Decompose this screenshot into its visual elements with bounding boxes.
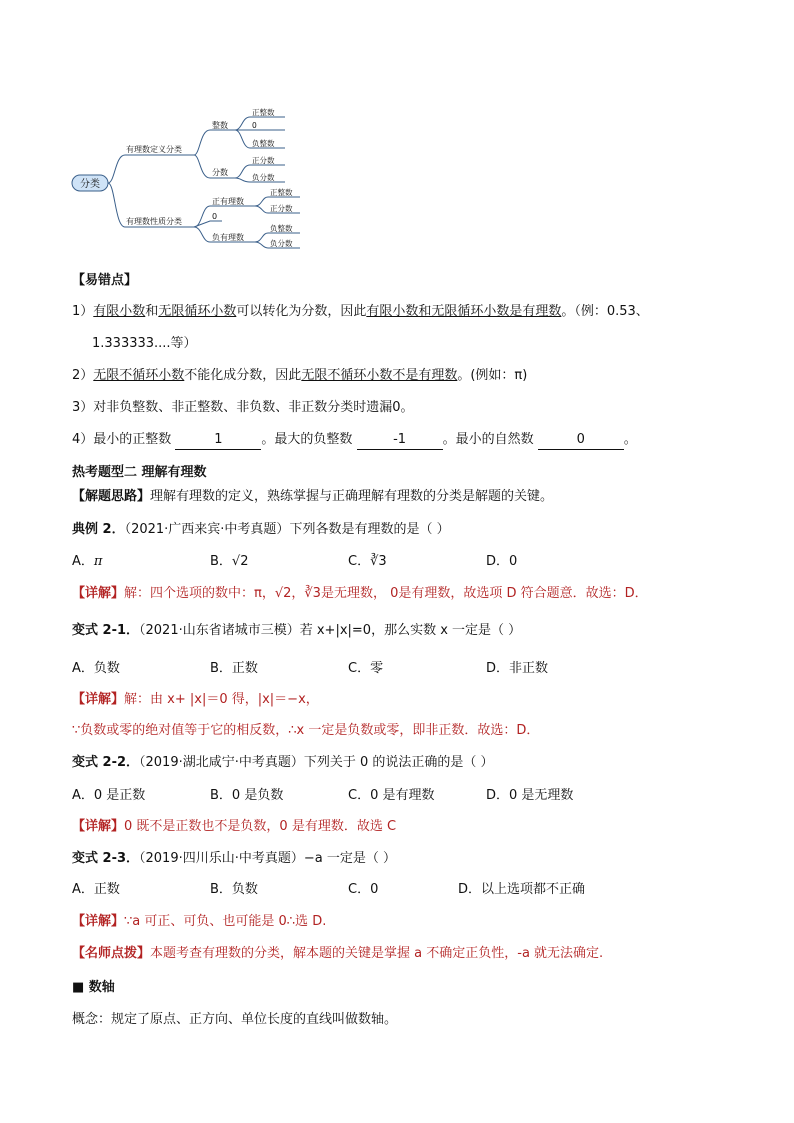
mindmap-pr-neg-frac: 负分数 — [270, 239, 293, 248]
mindmap-def-frac: 分数 — [212, 168, 228, 177]
v23-option-d: D．以上选项都不正确 — [458, 882, 586, 897]
example-2-question: 典例 2．（2021·广西来宾·中考真题）下列各数是有理数的是（ ） — [72, 522, 450, 537]
mindmap-pr-neg-int: 负整数 — [270, 224, 293, 233]
v22-option-a: A．0 是正数 — [72, 788, 146, 803]
blank-min-natural: 0 — [538, 431, 624, 450]
variant-2-3-question: 变式 2-3．（2019·四川乐山·中考真题）−a 一定是（ ） — [72, 851, 396, 866]
mindmap-branch-def: 有理数定义分类 — [126, 145, 182, 154]
ex2-option-b: B．√2 — [210, 554, 249, 569]
mindmap-branch-prop: 有理数性质分类 — [126, 217, 182, 226]
mindmap-prop-zero: 0 — [212, 212, 218, 221]
v21-option-d: D．非正数 — [486, 661, 549, 676]
v22-option-d: D．0 是无理数 — [486, 788, 574, 803]
mindmap-root: 分类 — [80, 179, 100, 190]
type2-idea: 【解题思路】理解有理数的定义，熟练掌握与正确理解有理数的分类是解题的关键。 — [72, 489, 554, 504]
error-point-3: 3）对非负整数、非正整数、非负数、非正数分类时遗漏0。 — [72, 400, 414, 415]
v23-answer: 【详解】∵a 可正、可负、也可能是 0∴选 D. — [72, 914, 327, 929]
v22-option-c: C．0 是有理数 — [348, 788, 435, 803]
mindmap-prop-pos: 正有理数 — [212, 197, 244, 206]
error-point-4: 4）最小的正整数 1 。最大的负整数 -1 。最小的自然数 0 。 — [72, 431, 637, 450]
axis-concept: 概念：规定了原点、正方向、单位长度的直线叫做数轴。 — [72, 1012, 398, 1027]
mindmap-int-neg: 负整数 — [252, 139, 275, 148]
ex2-answer: 【详解】解：四个选项的数中：π，√2，∛3是无理数， 0是有理数，故选项 D 符合题意．故选：D． — [72, 586, 648, 601]
mindmap-pr-pos-int: 正整数 — [270, 188, 293, 197]
mindmap-int-pos: 正整数 — [252, 108, 275, 117]
v21-option-b: B．正数 — [210, 661, 258, 676]
mindmap-frac-neg: 负分数 — [252, 173, 275, 182]
mindmap-prop-neg: 负有理数 — [212, 233, 244, 242]
classification-mindmap — [60, 95, 320, 255]
v22-answer: 【详解】0 既不是正数也不是负数，0 是有理数．故选 C — [72, 819, 397, 834]
mindmap-pr-pos-frac: 正分数 — [270, 204, 293, 213]
blank-min-positive-int: 1 — [175, 431, 261, 450]
mindmap-frac-pos: 正分数 — [252, 156, 275, 165]
mindmap-def-int: 整数 — [212, 121, 228, 130]
v21-option-a: A．负数 — [72, 661, 120, 676]
v22-option-b: B．0 是负数 — [210, 788, 284, 803]
variant-2-2-question: 变式 2-2．（2019·湖北咸宁·中考真题）下列关于 0 的说法正确的是（ ） — [72, 755, 494, 770]
v21-answer-1: 【详解】解：由 x+ |x|＝0 得，|x|＝−x， — [72, 692, 319, 707]
type2-title: 热考题型二 理解有理数 — [72, 465, 207, 480]
error-point-2: 2）无限不循环小数不能化成分数，因此无限不循环小数不是有理数。(例如：π) — [72, 368, 528, 383]
v21-answer-2: ∵负数或零的绝对值等于它的相反数，∴x 一定是负数或零，即非正数．故选：D． — [72, 723, 540, 738]
error-point-1-cont: 1.333333....等） — [92, 336, 197, 351]
error-point-1: 1）有限小数和无限循环小数可以转化为分数，因此有限小数和无限循环小数是有理数。（例：0.53、 — [72, 304, 649, 319]
v21-option-c: C．零 — [348, 661, 384, 676]
v23-option-a: A．正数 — [72, 882, 120, 897]
blank-max-negative-int: -1 — [357, 431, 443, 450]
ex2-option-d: D．0 — [486, 554, 518, 569]
errors-heading: 【易错点】 — [72, 273, 138, 288]
axis-heading: ■ 数轴 — [72, 980, 115, 995]
v23-tip: 【名师点拨】本题考查有理数的分类，解本题的关键是掌握 a 不确定正负性，-a 就无法确定. — [72, 946, 604, 961]
v23-option-b: B．负数 — [210, 882, 258, 897]
ex2-option-c: C．∛3 — [348, 554, 387, 569]
variant-2-1-question: 变式 2-1．（2021·山东省诸城市三模）若 x+|x|=0，那么实数 x 一定是（ ） — [72, 623, 522, 638]
ex2-option-a: A．π — [72, 554, 103, 569]
v23-option-c: C．0 — [348, 882, 379, 897]
mindmap-int-zero: 0 — [252, 121, 257, 130]
